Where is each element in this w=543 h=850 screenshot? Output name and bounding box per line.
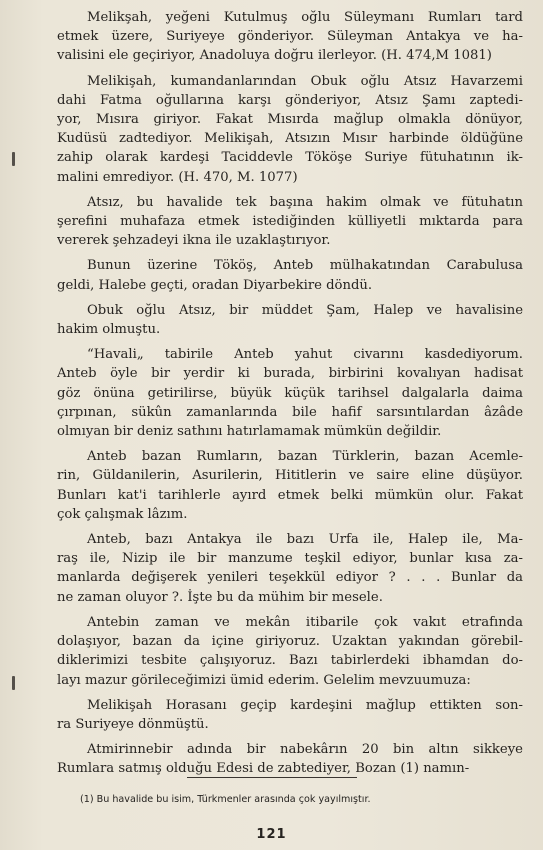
text-line: Kudüsü zadtediyor. Melikişah, Atsızın Mısır harbinde öldüğüne xyxy=(57,131,523,147)
text-line: ne zaman oluyor ?. İşte bu da mühim bir mesele. xyxy=(57,589,383,605)
text-line: Anteb, bazı Antakya ile bazı Urfa ile, Halep ile, Ma- xyxy=(87,532,523,548)
text-line: şerefini muhafaza etmek istediğinden külliyetli mıktarda para xyxy=(57,214,523,230)
paragraph xyxy=(57,8,523,66)
text-line: göz önüna getirilirse, büyük küçük tarihsel dalgalarla daima xyxy=(57,385,523,401)
paragraph xyxy=(57,530,523,607)
text-line: Bunları kat'i tarihlerle ayırd etmek belki mümkün olur. Fakat xyxy=(57,487,523,503)
text-line: Anteb bazan Rumların, bazan Türklerin, bazan Acemle- xyxy=(87,449,523,465)
paragraph xyxy=(57,193,523,251)
text-line: dolaşıyor, bazan da içine giriyoruz. Uzaktan yakından görebil- xyxy=(57,634,523,650)
text-line: “Havali„ tabirile Anteb yahut civarını kasdediyorum. xyxy=(87,347,523,363)
text-line: Melikişah, kumandanlarından Obuk oğlu Atsız Havarzemi xyxy=(87,73,523,89)
text-line: zahip olarak kardeşi Taciddevle Tököşe Suriye fütuhatının ik- xyxy=(57,150,523,166)
text-line: Anteb öyle bir yerdir ki burada, birbirini kovalıyan hadisat xyxy=(57,366,523,382)
paragraph xyxy=(57,301,523,339)
text-line: çok çalışmak lâzım. xyxy=(57,506,188,522)
text-line: Obuk oğlu Atsız, bir müddet Şam, Halep ve havalisine xyxy=(87,302,523,318)
paragraph xyxy=(57,613,523,690)
text-line: geldi, Halebe geçti, oradan Diyarbekire döndü. xyxy=(57,277,373,293)
text-line: Bunun üzerine Tököş, Anteb mülhakatından Carabulusa xyxy=(87,258,523,274)
text-line: rin, Güldanilerin, Asurilerin, Hititlerin ve saire eline düşüyor. xyxy=(57,468,523,484)
text-line: olmıyan bir deniz sathını hatırlamamak mümkün değildir. xyxy=(57,424,442,440)
text-line: Melikşah, yeğeni Kutulmuş oğlu Süleymanı Rumları tard xyxy=(87,10,523,25)
text-line: raş ile, Nizip ile bir manzume teşkil ediyor, bunlar kısa za- xyxy=(57,551,523,567)
text-line: dahi Fatma oğullarına karşı gönderiyor, Atsız Şamı zaptedi- xyxy=(57,92,523,108)
text-line: Rumlara satmış olduğu Edesi de zabtediyer, Bozan (1) namın- xyxy=(57,761,470,777)
text-line: Antebin zaman ve mekân itibarile çok vakıt etrafında xyxy=(87,614,523,630)
text-line: yor, Mısıra giriyor. Fakat Mısırda mağlup olmakla dönüyor, xyxy=(57,112,523,128)
text-line: valisini ele geçiriyor, Anadoluya doğru ilerleyor. (H. 474,M 1081) xyxy=(57,48,492,64)
binding-mark-upper xyxy=(12,152,15,166)
footnote: (1) Bu havalide bu isim, Türkmenler arasında çok yayılmıştır. xyxy=(80,794,371,805)
text-line: malini emrediyor. (H. 470, M. 1077) xyxy=(57,169,298,185)
paragraph xyxy=(57,72,523,187)
text-line: layı mazur görileceğimizi ümid ederim. Gelelim mevzuumuza: xyxy=(57,672,471,688)
paragraph xyxy=(57,256,523,294)
text-line: diklerimizi tesbite çalışıyoruz. Bazı tabirlerdeki ibhamdan do- xyxy=(57,653,523,669)
text-line: Atsız, bu havalide tek başına hakim olmak ve fütuhatın xyxy=(87,194,523,210)
paragraph xyxy=(57,345,523,441)
body-text xyxy=(57,8,523,785)
text-line: manlarda değişerek yenileri teşekkül ediyor ? . . . Bunlar da xyxy=(57,570,523,586)
text-line: hakim olmuştu. xyxy=(57,322,161,338)
paragraph xyxy=(57,696,523,734)
text-line: Atmirinnebir adında bir nabekârın 20 bin altın sikkeye xyxy=(87,742,523,758)
paragraph xyxy=(57,740,523,778)
text-line: etmek üzere, Suriyeye gönderiyor. Süleyman Antakya ve ha- xyxy=(57,29,523,45)
text-line: Melikişah Horasanı geçip kardeşini mağlup ettikten son- xyxy=(87,697,523,713)
binding-mark-lower xyxy=(12,676,15,690)
paragraph xyxy=(57,447,523,524)
text-line: vererek şehzadeyi ikna ile uzaklaştırıyor. xyxy=(57,233,331,249)
page-number: 121 xyxy=(256,827,287,842)
text-line: çırpınan, sükûn zamanlarında bile hafif sarsıntılardan âzâde xyxy=(57,404,523,420)
text-line: ra Suriyeye dönmüştü. xyxy=(57,716,209,732)
footnote-rule xyxy=(187,777,357,778)
